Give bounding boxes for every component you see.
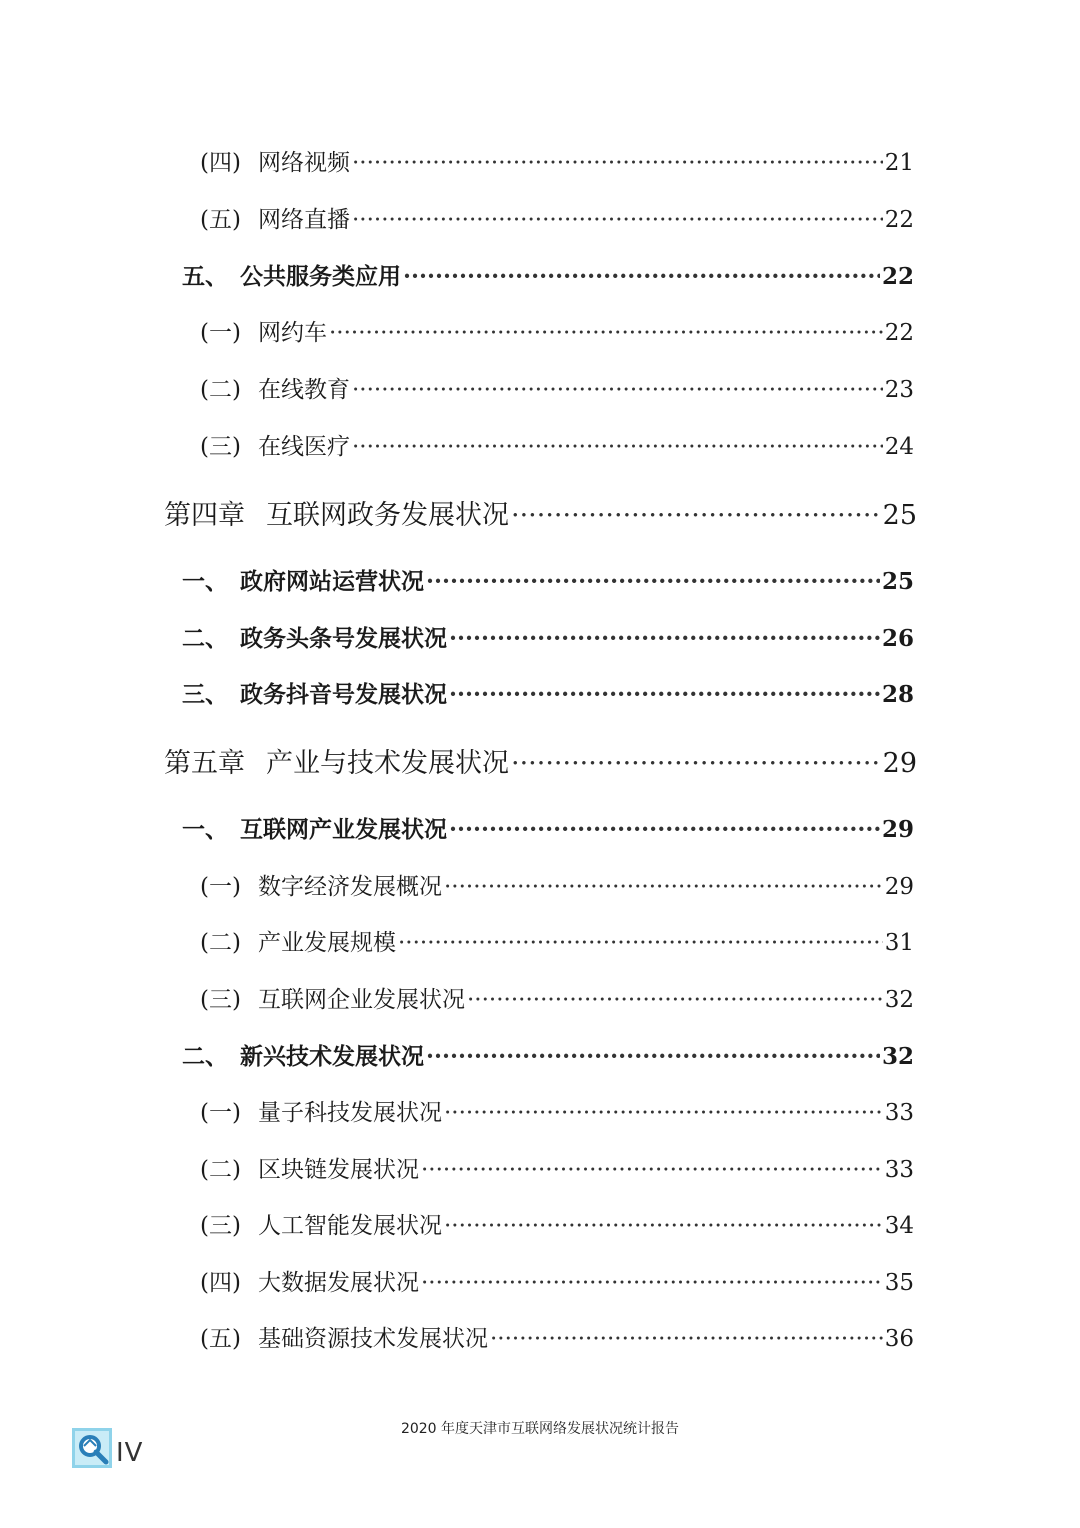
toc-entry[interactable] (200, 1151, 914, 1184)
toc-entry-title: 在线教育 (258, 377, 350, 403)
toc-entry-page: 28 (881, 681, 914, 708)
toc-entry-title: 政务头条号发展状况 (240, 625, 447, 652)
toc-entry-number: (四) (200, 150, 241, 176)
footer-report-title: 2020 年度天津市互联网络发展状况统计报告 (400, 1421, 680, 1437)
toc-entry-title: 互联网政务发展状况 (266, 500, 509, 531)
toc-entry[interactable] (182, 563, 914, 596)
toc-entry-page: 29 (884, 874, 914, 900)
toc-entry-page: 29 (881, 816, 914, 843)
toc-entry-page: 25 (881, 568, 914, 595)
toc-entry-page: 34 (884, 1213, 914, 1239)
toc-entry-number: (二) (200, 377, 241, 403)
toc-entry-title: 网约车 (258, 320, 327, 346)
toc-entry-page: 36 (884, 1326, 914, 1352)
toc-entry-title: 量子科技发展状况 (258, 1100, 442, 1126)
toc-leader-dots (444, 874, 883, 900)
toc-entry[interactable] (182, 258, 914, 291)
toc-entry-page: 26 (881, 625, 914, 652)
toc-entry-number: 第五章 (164, 748, 245, 779)
toc-leader-dots (352, 434, 883, 460)
toc-leader-dots (426, 1043, 880, 1070)
toc-leader-dots (426, 568, 880, 595)
toc-entry-title: 互联网产业发展状况 (240, 816, 447, 843)
toc-entry-number: 三、 (182, 681, 228, 708)
toc-leader-dots (403, 263, 880, 290)
toc-entry-number: 二、 (182, 1043, 228, 1070)
toc-entry[interactable] (182, 676, 914, 709)
toc-entry[interactable] (200, 868, 914, 901)
toc-entry-number: (五) (200, 207, 241, 233)
toc-leader-dots (444, 1100, 883, 1126)
toc-leader-dots (352, 207, 883, 233)
toc-entry-title: 大数据发展状况 (258, 1270, 419, 1296)
toc-chapter-entry[interactable] (164, 493, 917, 532)
toc-entry-page: 29 (882, 748, 917, 779)
toc-entry[interactable] (200, 981, 914, 1014)
toc-chapter-entry[interactable] (164, 741, 917, 780)
toc-entry-title: 网络视频 (258, 150, 350, 176)
toc-entry-page: 32 (884, 987, 914, 1013)
toc-entry-number: (一) (200, 320, 241, 346)
toc-entry-number: (二) (200, 1157, 241, 1183)
toc-entry-page: 24 (884, 434, 914, 460)
toc-entry-title: 公共服务类应用 (240, 263, 401, 290)
toc-entry-number: 一、 (182, 816, 228, 843)
toc-entry[interactable] (182, 811, 914, 844)
toc-entry[interactable] (200, 144, 914, 177)
toc-leader-dots (511, 748, 881, 779)
toc-entry-page: 35 (884, 1270, 914, 1296)
toc-leader-dots (329, 320, 883, 346)
toc-entry[interactable] (182, 620, 914, 653)
toc-entry-title: 新兴技术发展状况 (240, 1043, 424, 1070)
toc-leader-dots (449, 625, 880, 652)
toc-entry-number: (一) (200, 1100, 241, 1126)
toc-leader-dots (444, 1213, 883, 1239)
toc-leader-dots (449, 816, 880, 843)
toc-entry-page: 21 (884, 150, 914, 176)
toc-entry-number: 第四章 (164, 500, 245, 531)
toc-entry-number: (三) (200, 987, 241, 1013)
toc-entry-title: 区块链发展状况 (258, 1157, 419, 1183)
toc-entry-page: 25 (882, 500, 917, 531)
toc-entry[interactable] (200, 371, 914, 404)
toc-entry-title: 互联网企业发展状况 (258, 987, 465, 1013)
toc-entry-title: 在线医疗 (258, 434, 350, 460)
toc-entry-title: 基础资源技术发展状况 (258, 1326, 488, 1352)
toc-leader-dots (421, 1157, 883, 1183)
toc-entry-number: 一、 (182, 568, 228, 595)
toc-entry-page: 32 (881, 1043, 914, 1070)
toc-entry[interactable] (200, 924, 914, 957)
magnifier-logo-icon (72, 1428, 112, 1468)
toc-entry[interactable] (200, 428, 914, 461)
toc-entry-page: 22 (884, 207, 914, 233)
toc-leader-dots (398, 930, 883, 956)
toc-entry[interactable] (182, 1038, 914, 1071)
toc-entry-title: 网络直播 (258, 207, 350, 233)
page-number-roman: IV (116, 1438, 144, 1468)
toc-leader-dots (511, 500, 881, 531)
toc-entry-number: (三) (200, 1213, 241, 1239)
toc-entry[interactable] (200, 1264, 914, 1297)
toc-leader-dots (490, 1326, 883, 1352)
toc-entry-number: 二、 (182, 625, 228, 652)
toc-entry-page: 23 (884, 377, 914, 403)
toc-entry-page: 33 (884, 1157, 914, 1183)
toc-leader-dots (421, 1270, 883, 1296)
toc-entry-number: (四) (200, 1270, 241, 1296)
toc-entry-title: 产业发展规模 (258, 930, 396, 956)
toc-entry-title: 产业与技术发展状况 (266, 748, 509, 779)
toc-entry-title: 政务抖音号发展状况 (240, 681, 447, 708)
toc-entry-title: 政府网站运营状况 (240, 568, 424, 595)
toc-entry-page: 31 (884, 930, 914, 956)
toc-entry-number: 五、 (182, 263, 228, 290)
toc-entry-number: (五) (200, 1326, 241, 1352)
toc-entry[interactable] (200, 201, 914, 234)
toc-leader-dots (352, 377, 883, 403)
toc-entry-number: (二) (200, 930, 241, 956)
toc-leader-dots (467, 987, 883, 1013)
toc-leader-dots (449, 681, 880, 708)
toc-entry-title: 人工智能发展状况 (258, 1213, 442, 1239)
toc-leader-dots (352, 150, 883, 176)
toc-entry-title: 数字经济发展概况 (258, 874, 442, 900)
toc-entry[interactable] (200, 1320, 914, 1353)
toc-entry-number: (三) (200, 434, 241, 460)
toc-entry-page: 22 (884, 320, 914, 346)
toc-entry-page: 33 (884, 1100, 914, 1126)
toc-entry-number: (一) (200, 874, 241, 900)
toc-entry-page: 22 (881, 263, 914, 290)
toc-entry[interactable] (200, 314, 914, 347)
toc-entry[interactable] (200, 1094, 914, 1127)
toc-entry[interactable] (200, 1207, 914, 1240)
